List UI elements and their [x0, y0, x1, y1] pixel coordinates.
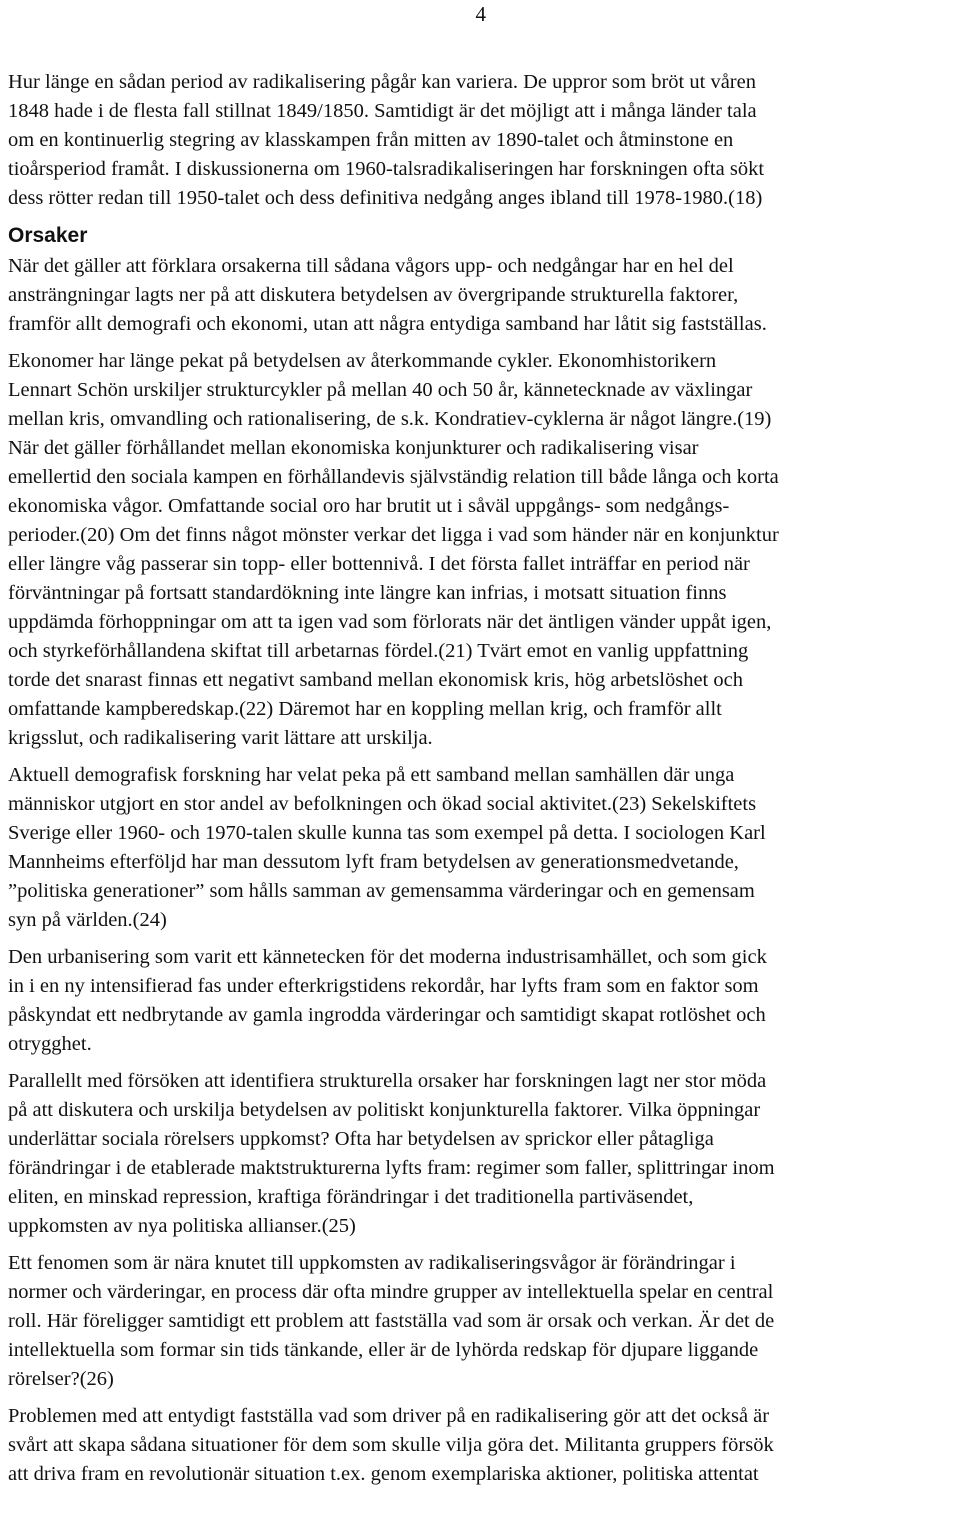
text-line: 1848 hade i de flesta fall stillnat 1849/1850. Samtidigt är det möjligt att i många länder tala — [8, 100, 757, 122]
text-line: uppkomsten av nya politiska allianser.(25) — [8, 1215, 356, 1237]
text-line: uppdämda förhoppningar om att ta igen vad som förlorats när det äntligen vänder uppåt igen, — [8, 611, 772, 633]
text-line: tioårsperiod framåt. I diskussionerna om 1960-talsradikaliseringen har forskningen ofta sökt — [8, 158, 765, 180]
text-line: emellertid den sociala kampen en förhållandevis självständig relation till både långa och korta — [8, 466, 779, 488]
text-line: eliten, en minskad repression, kraftiga förändringar i det traditionella partiväsendet, — [8, 1186, 694, 1208]
text-line: intellektuella som formar sin tids tänkande, eller är de lyhörda redskap för djupare liggande — [8, 1339, 759, 1361]
text-line: otrygghet. — [8, 1033, 92, 1055]
paragraph — [8, 68, 958, 213]
paragraph — [8, 943, 958, 1059]
text-line: Den urbanisering som varit ett kännetecken för det moderna industrisamhället, och som gick — [8, 946, 767, 968]
text-line: perioder.(20) Om det finns något mönster verkar det ligga i vad som händer när en konjunktur — [8, 524, 779, 546]
text-line: omfattande kampberedskap.(22) Däremot har en koppling mellan krig, och framför allt — [8, 698, 722, 720]
text-line: om en kontinuerlig stegring av klasskampen från mitten av 1890-talet och åtminstone en — [8, 129, 734, 151]
document-body — [8, 68, 958, 1489]
text-line: roll. Här föreligger samtidigt ett problem att fastställa vad som är orsak och verkan. Är det de — [8, 1310, 775, 1332]
text-line: ekonomiska vågor. Omfattande social oro har brutit ut i såväl uppgångs- som nedgångs- — [8, 495, 730, 517]
page-number: 4 — [475, 2, 486, 26]
text-line: Aktuell demografisk forskning har velat peka på ett samband mellan samhällen där unga — [8, 764, 735, 786]
text-line: När det gäller förhållandet mellan ekonomiska konjunkturer och radikalisering visar — [8, 437, 699, 459]
text-line: mellan kris, omvandling och rationalisering, de s.k. Kondratiev-cyklerna är något längre.(19) — [8, 408, 772, 430]
text-line: människor utgjort en stor andel av befolkningen och ökad social aktivitet.(23) Sekelskiftets — [8, 793, 757, 815]
text-line: förändringar i de etablerade maktstrukturerna lyfts fram: regimer som faller, splittringar inom — [8, 1157, 775, 1179]
text-line: underlättar sociala rörelsers uppkomst? Ofta har betydelsen av sprickor eller påtagliga — [8, 1128, 714, 1150]
text-line: på att diskutera och urskilja betydelsen av politiskt konjunkturella faktorer. Vilka öppningar — [8, 1099, 761, 1121]
text-line: eller längre våg passerar sin topp- eller bottennivå. I det första fallet inträffar en period när — [8, 553, 750, 575]
paragraph — [8, 252, 958, 339]
text-line: Mannheims efterföljd har man dessutom lyft fram betydelsen av generationsmedvetande, — [8, 851, 739, 873]
paragraph — [8, 1249, 958, 1394]
text-line: normer och värderingar, en process där ofta mindre grupper av intellektuella spelar en central — [8, 1281, 774, 1303]
text-line: Lennart Schön urskiljer strukturcykler på mellan 40 och 50 år, kännetecknade av växlingar — [8, 379, 753, 401]
text-line: ”politiska generationer” som hålls samman av gemensamma värderingar och en gemensam — [8, 880, 755, 902]
text-line: påskyndat ett nedbrytande av gamla ingrodda värderingar och samtidigt skapat rotlöshet och — [8, 1004, 766, 1026]
text-line: torde det snarast finnas ett negativt samband mellan ekonomisk kris, hög arbetslöshet och — [8, 669, 743, 691]
paragraph — [8, 347, 958, 753]
text-line: Parallellt med försöken att identifiera strukturella orsaker har forskningen lagt ner stor möda — [8, 1070, 767, 1092]
text-line: syn på världen.(24) — [8, 909, 167, 931]
text-line: Problemen med att entydigt fastställa vad som driver på en radikalisering gör att det också är — [8, 1405, 770, 1427]
text-line: att driva fram en revolutionär situation t.ex. genom exemplariska aktioner, politiska attentat — [8, 1463, 759, 1485]
text-line: svårt att skapa sådana situationer för dem som skulle vilja göra det. Militanta gruppers försök — [8, 1434, 774, 1456]
text-line: krigsslut, och radikalisering varit lättare att urskilja. — [8, 727, 433, 749]
text-line: in i en ny intensifierad fas under efterkrigstidens rekordår, har lyfts fram som en faktor som — [8, 975, 759, 997]
section-heading: Orsaker — [8, 224, 88, 247]
paragraph — [8, 1402, 958, 1489]
text-line: rörelser?(26) — [8, 1368, 114, 1390]
text-line: ansträngningar lagts ner på att diskutera betydelsen av övergripande strukturella faktorer, — [8, 284, 739, 306]
text-line: När det gäller att förklara orsakerna till sådana vågors upp- och nedgångar har en hel del — [8, 255, 734, 277]
text-line: och styrkeförhållandena skiftat till arbetarnas fördel.(21) Tvärt emot en vanlig uppfattning — [8, 640, 749, 662]
text-line: framför allt demografi och ekonomi, utan att några entydiga samband har låtit sig fastställas. — [8, 313, 767, 335]
paragraph — [8, 1067, 958, 1241]
text-line: förväntningar på fortsatt standardökning inte längre kan infrias, i motsatt situation finns — [8, 582, 727, 604]
text-line: dess rötter redan till 1950-talet och dess definitiva nedgång anges ibland till 1978-1980.(18) — [8, 187, 763, 209]
paragraph — [8, 761, 958, 935]
text-line: Ekonomer har länge pekat på betydelsen av återkommande cykler. Ekonomhistorikern — [8, 350, 717, 372]
text-line: Sverige eller 1960- och 1970-talen skulle kunna tas som exempel på detta. I sociologen Karl — [8, 822, 766, 844]
text-line: Ett fenomen som är nära knutet till uppkomsten av radikaliseringsvågor är förändringar i — [8, 1252, 736, 1274]
text-line: Hur länge en sådan period av radikalisering pågår kan variera. De uppror som bröt ut våren — [8, 71, 756, 93]
